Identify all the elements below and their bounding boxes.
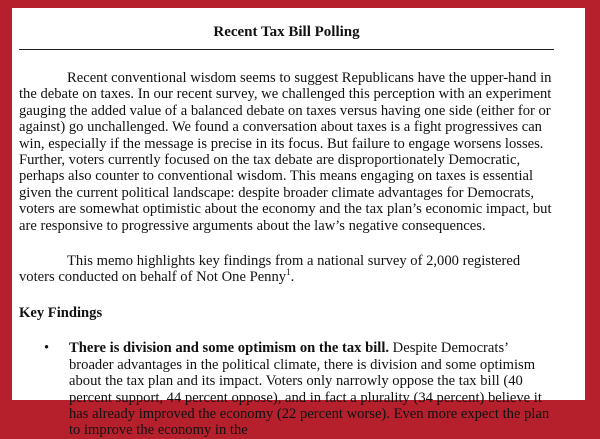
- intro-paragraph: Recent conventional wisdom seems to suggest Republicans have the upper-hand in the debate on taxes. In our recent survey, we challenged this perception with an experiment gauging the added value of a balanced debate on taxes versus having one side (either for or against) go unchallenged. We found a conversation about taxes is a fight progressives can win, especially if the message is precise in its focus. But failure to engage worsens losses. Further, voters currently focused on the tax debate are disproportionately Democratic, perhaps also counter to conventional wisdom. This means engaging on taxes is essential given the current political landscape: despite broader climate advantages for Democrats, voters are somewhat optimistic about the economy and the tax plan’s economic impact, but are responsive to progressive arguments about the law’s negative consequences.: [19, 70, 552, 234]
- memo-summary-paragraph: [19, 253, 554, 286]
- memo-document: [19, 8, 554, 439]
- memo-summary-text: This memo highlights key findings from a national survey of 2,000 registered voters conducted on behalf of Not One Penny: [19, 253, 521, 286]
- footnote-marker[interactable]: 1: [286, 267, 291, 278]
- document-title: Recent Tax Bill Polling: [213, 24, 360, 40]
- memo-summary-period: .: [290, 269, 295, 286]
- document-frame: [12, 8, 585, 439]
- title-divider: [19, 49, 554, 50]
- finding-item: [19, 340, 554, 438]
- bullet-icon: •: [44, 340, 50, 357]
- finding-body: Despite Democrats’ broader advantages in the political climate, there is division and some optimism about the tax plan and its impact. Voters only narrowly oppose the tax bill (40 percent support, 44 percent oppose), and in fact a plurality (34 percent) believe it has already improved the economy (22 percent worse). Even more expect the plan to improve the economy in the: [69, 340, 550, 439]
- key-findings-heading: Key Findings: [19, 304, 103, 321]
- finding-lead: There is division and some optimism on the tax bill.: [69, 340, 390, 357]
